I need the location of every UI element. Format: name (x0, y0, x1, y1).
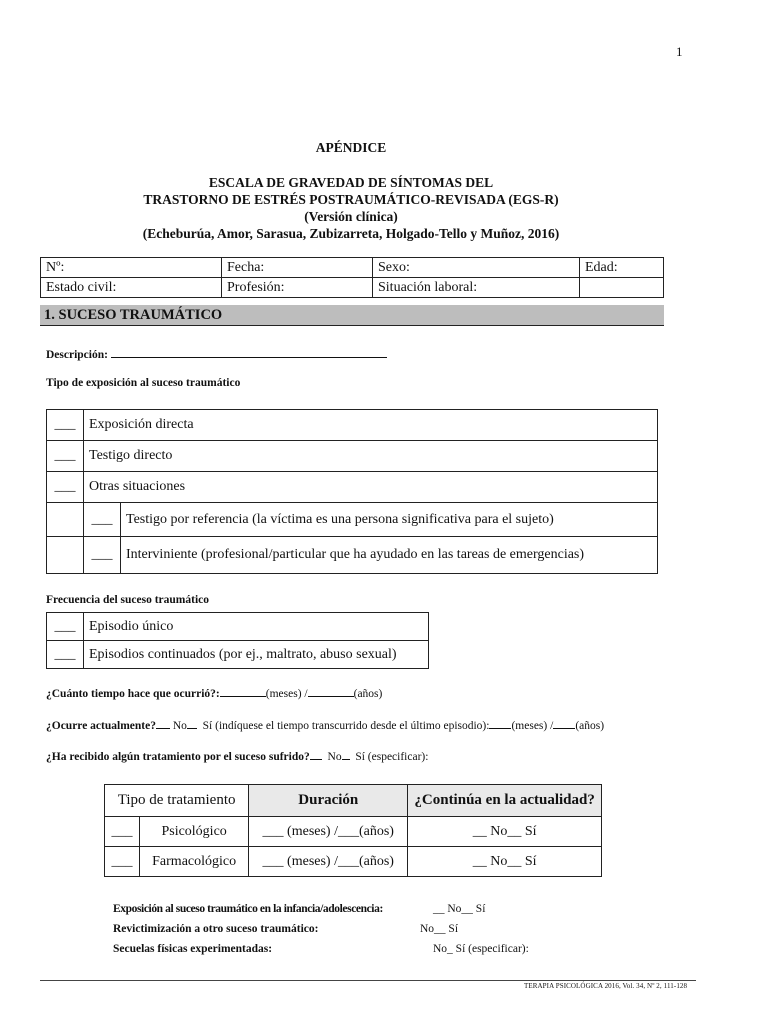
journal-footer: TERAPIA PSICOLÓGICA 2016, Vol. 34, Nº 2, 111-128 (524, 982, 688, 990)
tratamiento-no-blank[interactable] (310, 758, 322, 760)
question-tiempo (46, 688, 382, 700)
question-tratamiento (46, 751, 428, 763)
descripcion-label: Descripción: (46, 349, 108, 361)
header-duracion: Duración (249, 785, 408, 817)
interviniente-check[interactable]: ___ (84, 537, 121, 574)
infancia-label: Exposición al suceso traumático en la infancia/adolescencia: (113, 903, 383, 915)
treatment-table (104, 784, 602, 877)
actual-anos-blank[interactable] (553, 727, 575, 729)
tratamiento-si-label: Sí (especificar): (355, 751, 429, 763)
section-suceso-traumatico: 1. SUCESO TRAUMÁTICO (40, 305, 664, 326)
farmacologico-continua[interactable]: __ No__ Sí (408, 847, 602, 877)
exposicion-directa-label: Exposición directa (84, 410, 658, 441)
interviniente-label: Interviniente (profesional/particular que ha ayudado en las tareas de emergencias) (121, 537, 658, 574)
empty-cell (47, 503, 84, 537)
frecuencia-label: Frecuencia del suceso traumático (46, 594, 209, 606)
secuelas-label: Secuelas físicas experimentadas: (113, 943, 273, 955)
question-actual (46, 720, 604, 732)
sexo-field[interactable]: Sexo: (373, 258, 580, 278)
tratamiento-si-blank[interactable] (342, 758, 350, 760)
descripcion-line[interactable] (111, 345, 387, 358)
tratamiento-label: ¿Ha recibido algún tratamiento por el suceso sufrido? (46, 751, 310, 763)
tiempo-label: ¿Cuánto tiempo hace que ocurrió?: (46, 688, 220, 700)
descripcion-row (46, 345, 387, 361)
exposicion-directa-check[interactable]: ___ (47, 410, 84, 441)
appendix-title: APÉNDICE (315, 140, 387, 155)
actual-meses-label: (meses) / (511, 720, 554, 732)
header-continua: ¿Continúa en la actualidad? (408, 785, 602, 817)
farmacologico-check[interactable]: ___ (105, 847, 140, 877)
tiempo-anos-label: (años) (353, 688, 383, 700)
farmacologico-label: Farmacológico (140, 847, 249, 877)
psicologico-check[interactable]: ___ (105, 817, 140, 847)
episodio-unico-check[interactable]: ___ (47, 613, 84, 641)
situacion-laboral-field[interactable]: Situación laboral: (373, 278, 580, 298)
empty-cell (47, 537, 84, 574)
empty-cell (580, 278, 664, 298)
actual-anos-label: (años) (575, 720, 605, 732)
tipo-exposicion-label: Tipo de exposición al suceso traumático (46, 377, 241, 389)
tiempo-meses-label: (meses) / (265, 688, 308, 700)
footer-divider (40, 980, 696, 981)
num-field[interactable]: Nº: (41, 258, 222, 278)
scale-authors: (Echeburúa, Amor, Sarasua, Zubizarreta, Holgado-Tello y Muñoz, 2016) (142, 226, 560, 241)
testigo-referencia-label: Testigo por referencia (la víctima es una persona significativa para el sujeto) (121, 503, 658, 537)
episodio-unico-label: Episodio único (84, 613, 429, 641)
exposure-table (46, 409, 658, 574)
testigo-directo-label: Testigo directo (84, 441, 658, 472)
profesion-field[interactable]: Profesión: (222, 278, 373, 298)
testigo-directo-check[interactable]: ___ (47, 441, 84, 472)
frequency-table (46, 612, 429, 669)
header-tipo-tratamiento: Tipo de tratamiento (105, 785, 249, 817)
actual-meses-blank[interactable] (489, 727, 511, 729)
fecha-field[interactable]: Fecha: (222, 258, 373, 278)
psicologico-duracion[interactable]: ___ (meses) /___(años) (249, 817, 408, 847)
page-number: 1 (676, 44, 683, 59)
revictimizacion-label: Revictimización a otro suceso traumático: (113, 923, 319, 935)
secuelas-answer[interactable]: No_ Sí (especificar): (433, 943, 529, 955)
tiempo-meses-blank[interactable] (220, 695, 266, 697)
testigo-referencia-check[interactable]: ___ (84, 503, 121, 537)
actual-no-blank[interactable] (156, 727, 170, 729)
psicologico-label: Psicológico (140, 817, 249, 847)
scale-title-line2: TRASTORNO DE ESTRÉS POSTRAUMÁTICO-REVISADA (EGS-R) (143, 192, 559, 207)
revictimizacion-answer[interactable]: No__ Sí (420, 923, 459, 935)
episodios-continuados-label: Episodios continuados (por ej., maltrato, abuso sexual) (84, 641, 429, 669)
psicologico-continua[interactable]: __ No__ Sí (408, 817, 602, 847)
otras-situaciones-check[interactable]: ___ (47, 472, 84, 503)
actual-no-label: No (172, 720, 187, 732)
actual-si-label: Sí (indíquese el tiempo transcurrido desde el último episodio): (202, 720, 490, 732)
scale-title-line1: ESCALA DE GRAVEDAD DE SÍNTOMAS DEL (208, 175, 494, 190)
episodios-continuados-check[interactable]: ___ (47, 641, 84, 669)
actual-si-blank[interactable] (187, 727, 197, 729)
tiempo-anos-blank[interactable] (308, 695, 354, 697)
scale-version: (Versión clínica) (304, 209, 398, 224)
patient-info-table (40, 257, 664, 298)
otras-situaciones-label: Otras situaciones (84, 472, 658, 503)
estado-civil-field[interactable]: Estado civil: (41, 278, 222, 298)
edad-field[interactable]: Edad: (580, 258, 664, 278)
infancia-answer[interactable]: __ No__ Sí (433, 903, 486, 915)
farmacologico-duracion[interactable]: ___ (meses) /___(años) (249, 847, 408, 877)
tratamiento-no-label: No (327, 751, 342, 763)
actual-label: ¿Ocurre actualmente? (46, 720, 156, 732)
